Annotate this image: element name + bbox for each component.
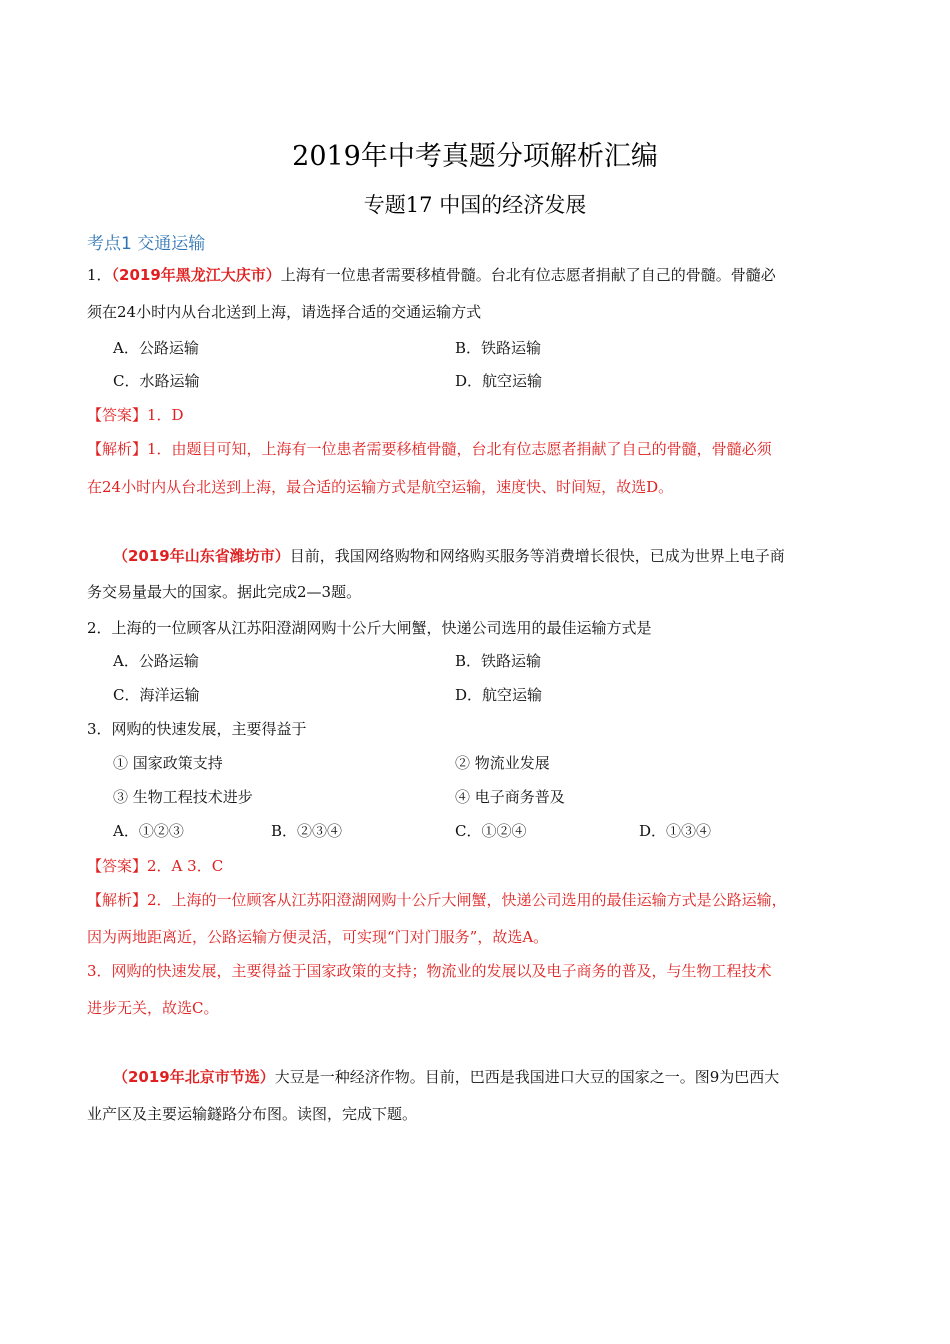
q1-number: 1．	[87, 266, 112, 284]
q23-answer-value: 2．A 3．C	[147, 857, 224, 875]
q3-option-a: A．①②③	[113, 822, 184, 840]
group3-intro-part-1: 大豆是一种经济作物。目前，巴西是我国进口大豆的国家之一。图9为巴西大	[274, 1068, 780, 1086]
q3-option-c: C．①②④	[455, 822, 527, 840]
answer-tag: 【答案】	[87, 406, 148, 424]
q2-stem: 2．上海的一位顾客从江苏阳澄湖网购十公斤大闸蟹，快递公司选用的最佳运输方式是	[87, 619, 652, 637]
q1-option-c: C．水路运输	[113, 372, 200, 390]
topic-subtitle: 专题17 中国的经济发展	[363, 193, 587, 217]
q3-analysis-line-2: 进步无关，故选C。	[87, 999, 219, 1017]
q2-analysis-part-1: 2．上海的一位顾客从江苏阳澄湖网购十公斤大闸蟹，快递公司选用的最佳运输方式是公路运输，	[147, 891, 787, 909]
group3-intro-line-2: 业产区及主要运输鐩路分布图。读图，完成下题。	[87, 1105, 418, 1123]
q3-analysis-line-1: 3．网购的快速发展，主要得益于国家政策的支持；物流业的发展以及电子商务的普及，与生物工程技术	[87, 962, 772, 980]
analysis-tag: 【解析】	[87, 440, 148, 458]
q3-option-d: D．①③④	[639, 822, 712, 840]
q3-stem: 3．网购的快速发展，主要得益于	[87, 720, 307, 738]
q2-analysis-line-1	[87, 889, 787, 911]
q1-analysis-line-1	[87, 438, 772, 460]
answer-tag: 【答案】	[87, 857, 148, 875]
group3-source: （2019年北京市节选）	[113, 1068, 275, 1086]
group2-intro-line-2: 务交易量最大的国家。据此完成2—3题。	[87, 583, 362, 601]
q3-item-3: ③ 生物工程技术进步	[113, 788, 253, 806]
q3-item-2: ② 物流业发展	[455, 754, 550, 772]
q1-answer	[87, 404, 184, 426]
q1-answer-value: 1．D	[147, 406, 184, 424]
q1-option-d: D．航空运输	[455, 372, 543, 390]
q3-option-b: B．②③④	[271, 822, 343, 840]
group3-intro-line-1	[113, 1066, 779, 1088]
q1-stem-line-1	[87, 264, 776, 286]
q2-analysis-line-2: 因为两地距离近，公路运输方便灵活，可实现“门对门服务”，故选A。	[87, 928, 549, 946]
q3-item-4: ④ 电子商务普及	[455, 788, 565, 806]
q1-stem-part-1: 上海有一位患者需要移植骨髓。台北有位志愿者捐献了自己的骨髓。骨髓必	[280, 266, 776, 284]
q1-analysis-part-1: 1．由题目可知，上海有一位患者需要移植骨髓，台北有位志愿者捐献了自己的骨髓，骨髓必须	[147, 440, 772, 458]
group2-intro-line-1	[113, 545, 785, 567]
q23-answer	[87, 855, 223, 877]
q2-option-c: C．海洋运输	[113, 686, 200, 704]
document-title: 2019年中考真题分项解析汇编	[292, 141, 658, 172]
q1-analysis-line-2: 在24小时内从台北送到上海，最合适的运输方式是航空运输，速度快、时间短，故选D。	[87, 478, 674, 496]
group2-intro-part-1: 目前，我国网络购物和网络购买服务等消费增长很快，已成为世界上电子商	[289, 547, 785, 565]
q1-stem-line-2: 须在24小时内从台北送到上海，请选择合适的交通运输方式	[87, 303, 482, 321]
q2-option-a: A．公路运输	[113, 652, 199, 670]
group2-source: （2019年山东省潍坊市）	[113, 547, 290, 565]
q3-item-1: ① 国家政策支持	[113, 754, 223, 772]
q1-option-b: B．铁路运输	[455, 339, 542, 357]
section-heading: 考点1 交通运输	[87, 234, 206, 254]
q1-option-a: A．公路运输	[113, 339, 199, 357]
analysis-tag: 【解析】	[87, 891, 148, 909]
q2-option-b: B．铁路运输	[455, 652, 542, 670]
q1-source: （2019年黑龙江大庆市）	[111, 266, 281, 284]
q2-option-d: D．航空运输	[455, 686, 543, 704]
